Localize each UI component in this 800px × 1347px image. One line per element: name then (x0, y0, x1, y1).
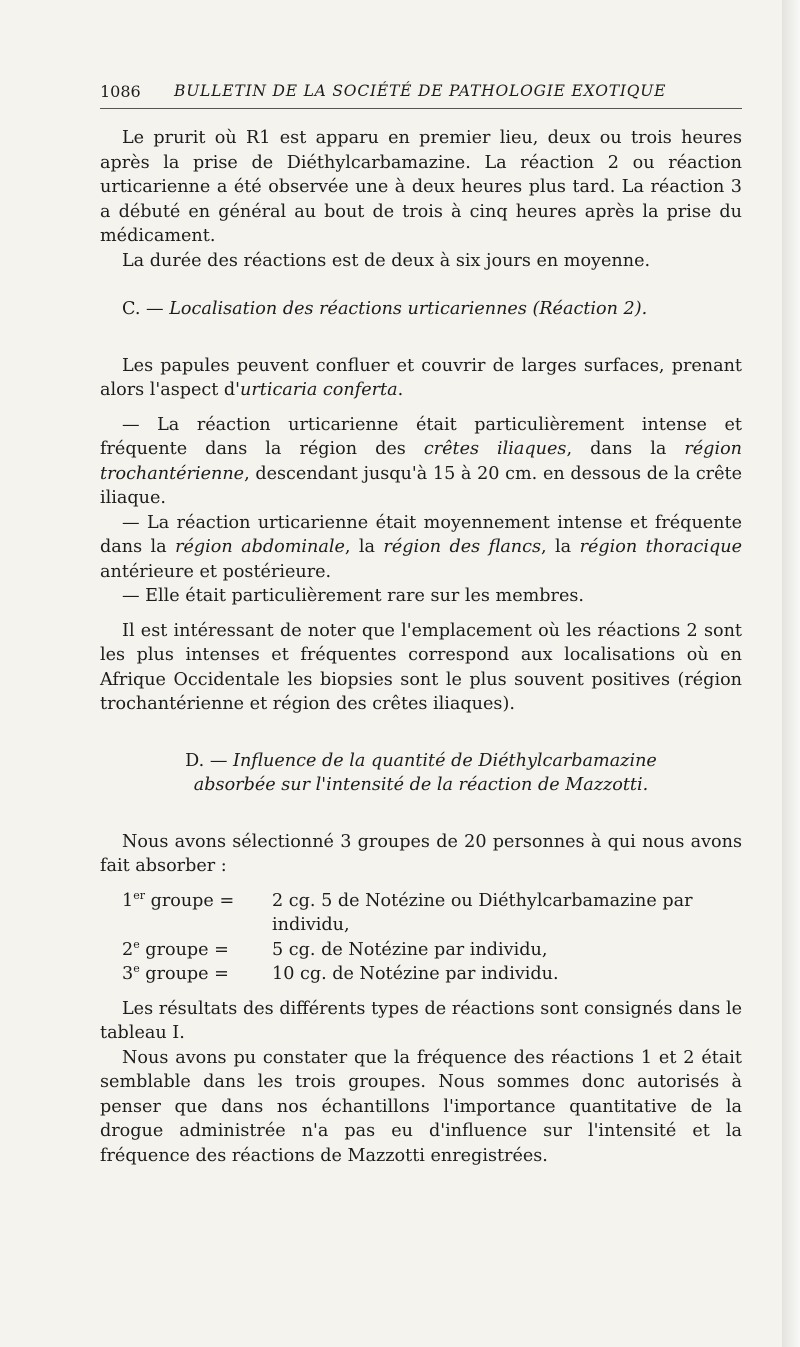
paragraph: Nous avons pu constater que la fréquence des réactions 1 et 2 était semblable dans les trois groupes. Nous sommes donc autorisés à penser que dans nos échantillons l'importance quantitative de la drogue administrée n'a pas eu d'influence sur l'intensité et la fréquence des réactions de Mazzotti enregistrées. (100, 1047, 742, 1166)
paragraph: — La réaction urticarienne était particulièrement intense et fréquente dans la région des crêtes iliaques, dans la région trochantérienne, descendant jusqu'à 15 à 20 cm. en dessous de la crête iliaque. (100, 414, 742, 508)
page-edge-shadow (782, 0, 800, 1347)
group-item: 2e groupe = 5 cg. de Notézine par individu, (122, 937, 548, 960)
section-c-heading: C. — Localisation des réactions urticariennes (Réaction 2). (122, 299, 648, 319)
page-number: 1086 (100, 82, 141, 101)
group-item: 3e groupe = 10 cg. de Notézine par individu. (122, 962, 559, 984)
paragraph: Nous avons sélectionné 3 groupes de 20 personnes à qui nous avons fait absorber : (100, 831, 742, 876)
paragraph: La durée des réactions est de deux à six jours en moyenne. (122, 250, 651, 271)
group-item: 1er groupe = 2 cg. 5 de Notézine ou Diéthylcarbamazine par individu, (122, 888, 693, 935)
paragraph: Les papules peuvent confluer et couvrir de larges surfaces, prenant alors l'aspect d'urticaria conferta. (100, 355, 742, 400)
page-header (100, 80, 742, 109)
section-d-heading: D. — Influence de la quantité de Diéthylcarbamazine absorbée sur l'intensité de la réaction de Mazzotti. (185, 750, 657, 795)
paragraph: — Elle était particulièrement rare sur les membres. (122, 586, 584, 606)
body-text (100, 126, 742, 1168)
paragraph: — La réaction urticarienne était moyennement intense et fréquente dans la région abdominale, la région des flancs, la région thoracique antérieure et postérieure. (100, 512, 742, 582)
running-title: BULLETIN DE LA SOCIÉTÉ DE PATHOLOGIE EXOTIQUE (174, 82, 667, 100)
paragraph: Le prurit où R1 est apparu en premier lieu, deux ou trois heures après la prise de Diéthylcarbamazine. La réaction 2 ou réaction urticarienne a été observée une à deux heures plus tard. La réaction 3 a débuté en général au bout de trois à cinq heures après la prise du médicament. (100, 128, 742, 246)
paragraph: Il est intéressant de noter que l'emplacement où les réactions 2 sont les plus intenses et fréquentes correspond aux localisations où en Afrique Occidentale les biopsies sont le plus souvent positives (région trochantérienne et région des crêtes iliaques). (100, 620, 742, 714)
paragraph: Les résultats des différents types de réactions sont consignés dans le tableau I. (100, 998, 742, 1043)
